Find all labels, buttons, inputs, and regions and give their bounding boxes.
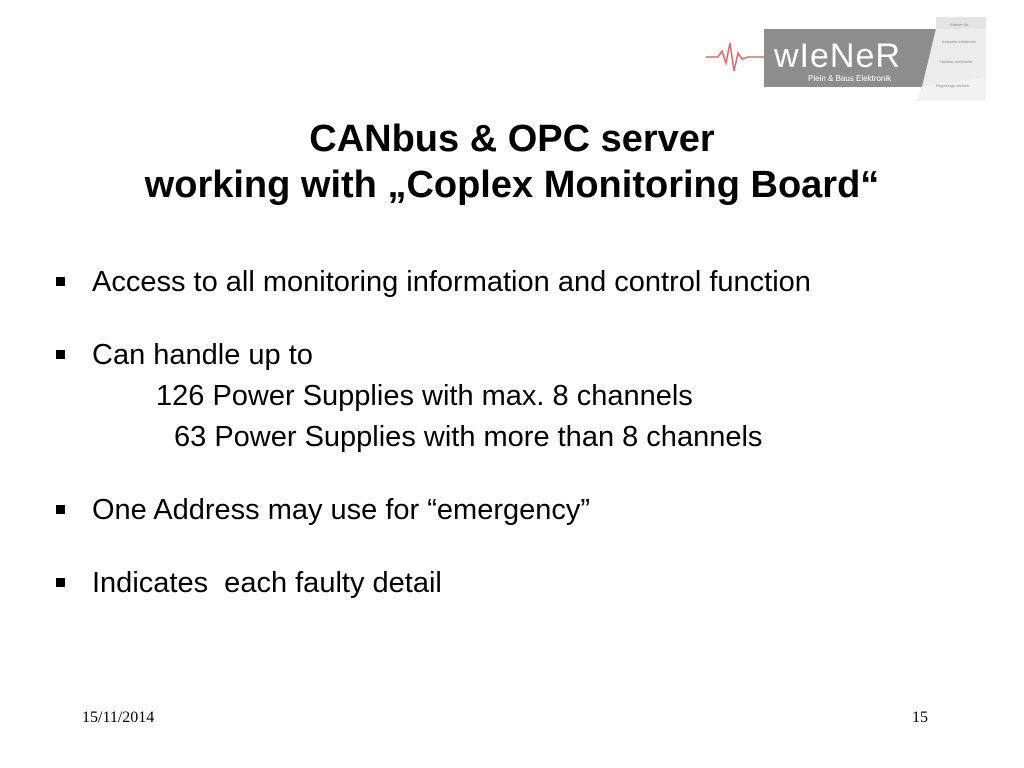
bullet-item: [56, 262, 996, 303]
title-line-2: working with „Coplex Monitoring Board“: [144, 164, 880, 206]
bullet-list: [56, 262, 996, 604]
slide-title: [0, 116, 1024, 208]
bullet-text: Indicates each faulty detail: [92, 567, 442, 599]
bullet-text: Access to all monitoring information and control function: [92, 266, 811, 298]
logo-side-text: Regelungs-technik: [936, 83, 970, 88]
bullet-item: [56, 490, 996, 531]
bullet-square-icon: [56, 505, 65, 514]
title-line-1: CANbus & OPC server: [309, 118, 715, 160]
bullet-item: [56, 335, 996, 458]
bullet-square-icon: [56, 578, 65, 587]
bullet-item: [56, 563, 996, 604]
bullet-square-icon: [56, 277, 65, 286]
heartbeat-icon: [706, 43, 766, 71]
bullet-text: One Address may use for “emergency”: [92, 494, 591, 526]
footer-date: 15/11/2014: [82, 709, 155, 726]
bullet-subline: 63 Power Supplies with more than 8 channels: [174, 421, 763, 453]
logo-brand: wIeNeR: [774, 37, 901, 75]
logo-side-text: Wiener für: [950, 22, 969, 27]
logo-side-text: Industrie-elektronik: [942, 39, 976, 44]
bullet-text: Can handle up to: [92, 339, 313, 371]
page-number: 15: [912, 709, 928, 726]
bullet-square-icon: [56, 350, 65, 359]
logo-side-text: Nuklear-elektronik: [940, 59, 973, 64]
logo-tagline: Plein & Baus Elektronik: [808, 74, 892, 83]
wiener-logo: [704, 15, 986, 101]
bullet-subline: 126 Power Supplies with max. 8 channels: [156, 380, 693, 412]
